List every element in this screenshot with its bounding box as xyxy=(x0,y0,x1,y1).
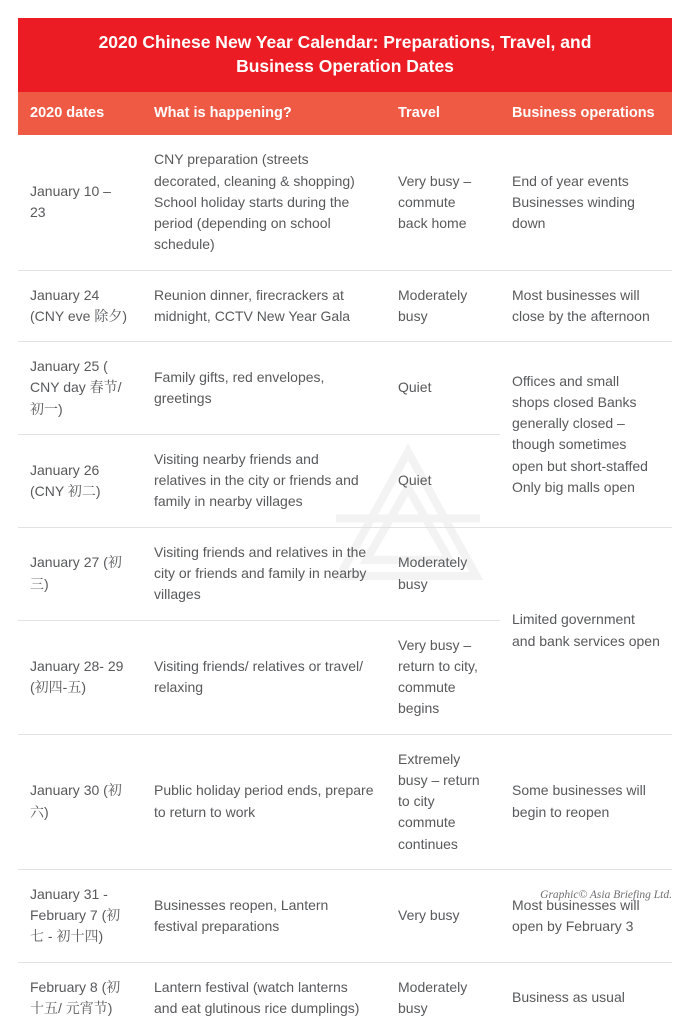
cell-business: Most businesses will close by the afternoon xyxy=(500,270,672,342)
cell-travel: Quiet xyxy=(386,434,500,527)
cell-happening: Visiting nearby friends and relatives in the city or friends and family in nearby villages xyxy=(142,434,386,527)
cell-business: Limited government and bank services open xyxy=(500,527,672,734)
cell-travel: Moderately busy xyxy=(398,978,468,1016)
cell-happening: Visiting friends/ relatives or travel/ relaxing xyxy=(142,620,386,734)
table-row xyxy=(18,962,672,1033)
cell-date: January 31 - February 7 (初七 - 初十四) xyxy=(18,869,142,962)
column-header-happening: What is happening? xyxy=(142,92,386,135)
cell-date: January 27 (初三) xyxy=(18,527,142,620)
column-header-dates: 2020 dates xyxy=(18,92,142,135)
cell-happening: CNY preparation (streets decorated, cleaning & shopping) School holiday starts during the period (depending on school schedule) xyxy=(142,135,386,270)
cell-happening: Lantern festival (watch lanterns and eat glutinous rice dumplings) xyxy=(154,978,360,1016)
table-row xyxy=(18,342,672,435)
cell-date: January 30 (初六) xyxy=(18,734,142,869)
table-header-row xyxy=(18,92,672,135)
cell-business: Some businesses will begin to reopen xyxy=(500,734,672,869)
cell-travel: Very busy – return to city, commute begins xyxy=(386,620,500,734)
cell-happening: Reunion dinner, firecrackers at midnight, CCTV New Year Gala xyxy=(142,270,386,342)
cell-date: January 26 (CNY 初二) xyxy=(18,434,142,527)
cell-happening: Businesses reopen, Lantern festival preparations xyxy=(142,869,386,962)
calendar-table-wrapper xyxy=(18,92,672,1033)
cell-happening: Visiting friends and relatives in the city or friends and family in nearby villages xyxy=(142,527,386,620)
cell-business: Most businesses will open by February 3 xyxy=(500,869,672,962)
cell-travel: Very busy – commute back home xyxy=(386,135,500,270)
table-row xyxy=(18,734,672,869)
cell-travel: Extremely busy – return to city commute continues xyxy=(386,734,500,869)
cell-travel: Moderately busy xyxy=(386,270,500,342)
cell-date: January 24 (CNY eve 除夕) xyxy=(18,270,142,342)
cell-travel: Quiet xyxy=(386,342,500,435)
table-row xyxy=(18,527,672,620)
cell-happening: Public holiday period ends, prepare to return to work xyxy=(142,734,386,869)
cell-travel: Moderately busy xyxy=(386,527,500,620)
graphic-credit: Graphic© Asia Briefing Ltd. xyxy=(540,889,672,901)
cell-date: January 10 – 23 xyxy=(18,135,142,270)
cell-date: January 25 ( CNY day 春节/初一) xyxy=(18,342,142,435)
table-row xyxy=(18,135,672,270)
table-row xyxy=(18,869,672,962)
column-header-business: Business operations xyxy=(500,92,672,135)
cell-business: End of year events Businesses winding down xyxy=(500,135,672,270)
cell-business: Offices and small shops closed Banks generally closed – though sometimes open but short-staffed Only big malls open xyxy=(500,342,672,528)
page-title: 2020 Chinese New Year Calendar: Preparations, Travel, and Business Operation Dates xyxy=(18,18,672,92)
column-header-travel: Travel xyxy=(386,92,500,135)
cell-travel: Very busy xyxy=(386,869,500,962)
cell-date: January 28- 29 (初四-五) xyxy=(18,620,142,734)
cell-business: Business as usual xyxy=(512,989,625,1006)
cell-date: February 8 (初十五/ 元宵节) xyxy=(30,978,121,1016)
table-row xyxy=(18,270,672,342)
cell-happening: Family gifts, red envelopes, greetings xyxy=(142,342,386,435)
cny-calendar-table xyxy=(18,92,672,1033)
